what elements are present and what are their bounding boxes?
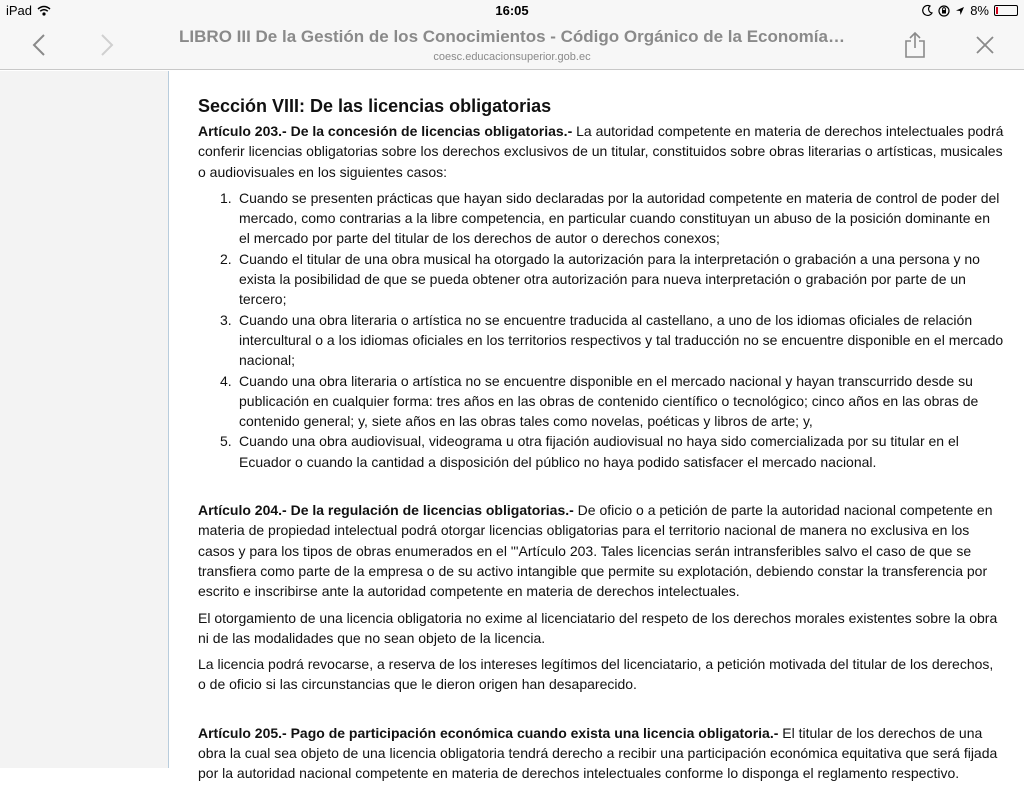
page-url: coesc.educacionsuperior.gob.ec (433, 51, 591, 63)
article-203 (198, 121, 1004, 472)
article-204-p1 (198, 500, 1004, 601)
article-205 (198, 723, 1004, 784)
article-205-p1-text: El titular de los derechos de una obra la cual sea objeto de una licencia obligatoria tendrá derecho a recibir una participación económica equitativa que será fijada por la autoridad nacional competente en materia de derechos intelectuales conforme lo disponga el reglamento respectivo. (198, 724, 998, 782)
clock: 16:05 (495, 3, 529, 18)
status-right (923, 3, 1018, 18)
article-203-list (198, 188, 1004, 472)
article-204-p1-text: De oficio o a petición de parte la autoridad nacional competente en materia de propiedad intelectual podrá otorgar licencias obligatorias para el territorio nacional de manera no exclusiva en los casos y para los tipos de obras enumerados en el "'Artículo 203. Tales licencias serán intransferibles salvo el caso de que se transfiera como parte de la empresa o de su activo intangible que permite su explotación, debiendo constar la transferencia por escrito e inscribirse ante la autoridad competente en materia de derechos intelectuales. (198, 502, 993, 600)
share-icon (903, 31, 927, 59)
nav-bar (0, 20, 1024, 70)
device-label: iPad (6, 3, 33, 18)
list-item-number: 5. (220, 433, 232, 450)
back-button[interactable] (24, 30, 54, 60)
document-body (198, 95, 1004, 790)
list-item-text: Cuando se presenten prácticas que hayan sido declaradas por la autoridad competente en materia de control de poder del mercado, como contrarias a la libre competencia, en particular cuando constituyan un abuso de la posición dominante en el mercado por parte del titular de los derechos de autor o derechos conexos; (239, 189, 1000, 247)
page-content[interactable] (0, 71, 1024, 782)
spacer (198, 478, 1004, 500)
list-item (198, 431, 1004, 472)
article-205-p1 (198, 723, 1004, 784)
list-item-text: Cuando el titular de una obra musical ha otorgado la autorización para la interpretación o grabación a una persona y no exista la posibilidad de que se pueda obtener otra autorización para nueva interpretación o grabación por parte de un tercero; (239, 250, 980, 308)
list-item-number: 1. (220, 189, 232, 206)
battery-fill (996, 7, 998, 14)
section-title: Sección VIII: De las licencias obligatorias (198, 96, 552, 116)
list-item-number: 2. (220, 250, 232, 267)
list-item-number: 3. (220, 311, 232, 328)
list-item (198, 188, 1004, 249)
list-item (198, 249, 1004, 310)
share-button[interactable] (900, 30, 930, 60)
list-item (198, 371, 1004, 432)
list-item (198, 310, 1004, 371)
article-204-heading: Artículo 204.- De la regulación de licencias obligatorias.- (198, 502, 574, 519)
moon-icon (923, 5, 933, 16)
page-title: LIBRO III De la Gestión de los Conocimientos - Código Orgánico de la Economía… (179, 27, 845, 46)
article-204-p2: El otorgamiento de una licencia obligatoria no exime al licenciatario del respeto de los derechos morales existentes sobre la obra ni de las modalidades que no sean objeto de la licencia. (198, 609, 998, 646)
list-item-text: Cuando una obra literaria o artística no se encuentre disponible en el mercado nacional y hayan transcurrido desde su publicación en cualquier forma: tres años en las obras de contenido científico o tecnológico; cinco años en las obras de contenido general; y, siete años en las obras tales como novelas, poéticas y libros de arte; y, (239, 372, 979, 430)
close-icon (974, 34, 996, 56)
battery-icon (994, 5, 1018, 16)
status-bar (0, 0, 1024, 20)
chevron-right-icon (100, 33, 114, 57)
list-item-text: Cuando una obra audiovisual, videograma u otra fijación audiovisual no haya sido comercializada por su titular en el Ecuador o cuando la cantidad a disposición del público no haya podido satisfacer el mercado nacional. (239, 433, 959, 470)
forward-button[interactable] (92, 30, 122, 60)
article-203-intro (198, 121, 1004, 182)
location-icon (955, 6, 965, 16)
spacer (198, 701, 1004, 723)
rotation-lock-icon (938, 5, 950, 17)
article-203-heading: Artículo 203.- De la concesión de licencias obligatorias.- (198, 123, 573, 139)
article-205-heading: Artículo 205.- Pago de participación económica cuando exista una licencia obligatoria.- (198, 724, 779, 741)
article-204 (198, 500, 1004, 695)
left-margin (0, 71, 169, 768)
chevron-left-icon (32, 33, 46, 57)
article-204-p3: La licencia podrá revocarse, a reserva de los intereses legítimos del licenciatario, a petición motivada del titular de los derechos, o de oficio si las circunstancias que le dieron origen han desaparecido. (198, 656, 994, 693)
article-203-intro-text: La autoridad competente en materia de derechos intelectuales podrá conferir licencias obligatorias sobre los derechos exclusivos de un titular, constituidos sobre obras literarias o artísticas, musicales o audiovisuales en los siguientes casos: (198, 123, 1004, 180)
close-button[interactable] (970, 30, 1000, 60)
list-item-text: Cuando una obra literaria o artística no se encuentre traducida al castellano, a uno de los idiomas oficiales de relación intercultural o a los idiomas oficiales en los territorios respectivos y tal traducción no se encuentre disponible en el mercado nacional; (239, 311, 1004, 369)
list-item-number: 4. (220, 372, 232, 389)
battery-percent: 8% (970, 3, 989, 18)
